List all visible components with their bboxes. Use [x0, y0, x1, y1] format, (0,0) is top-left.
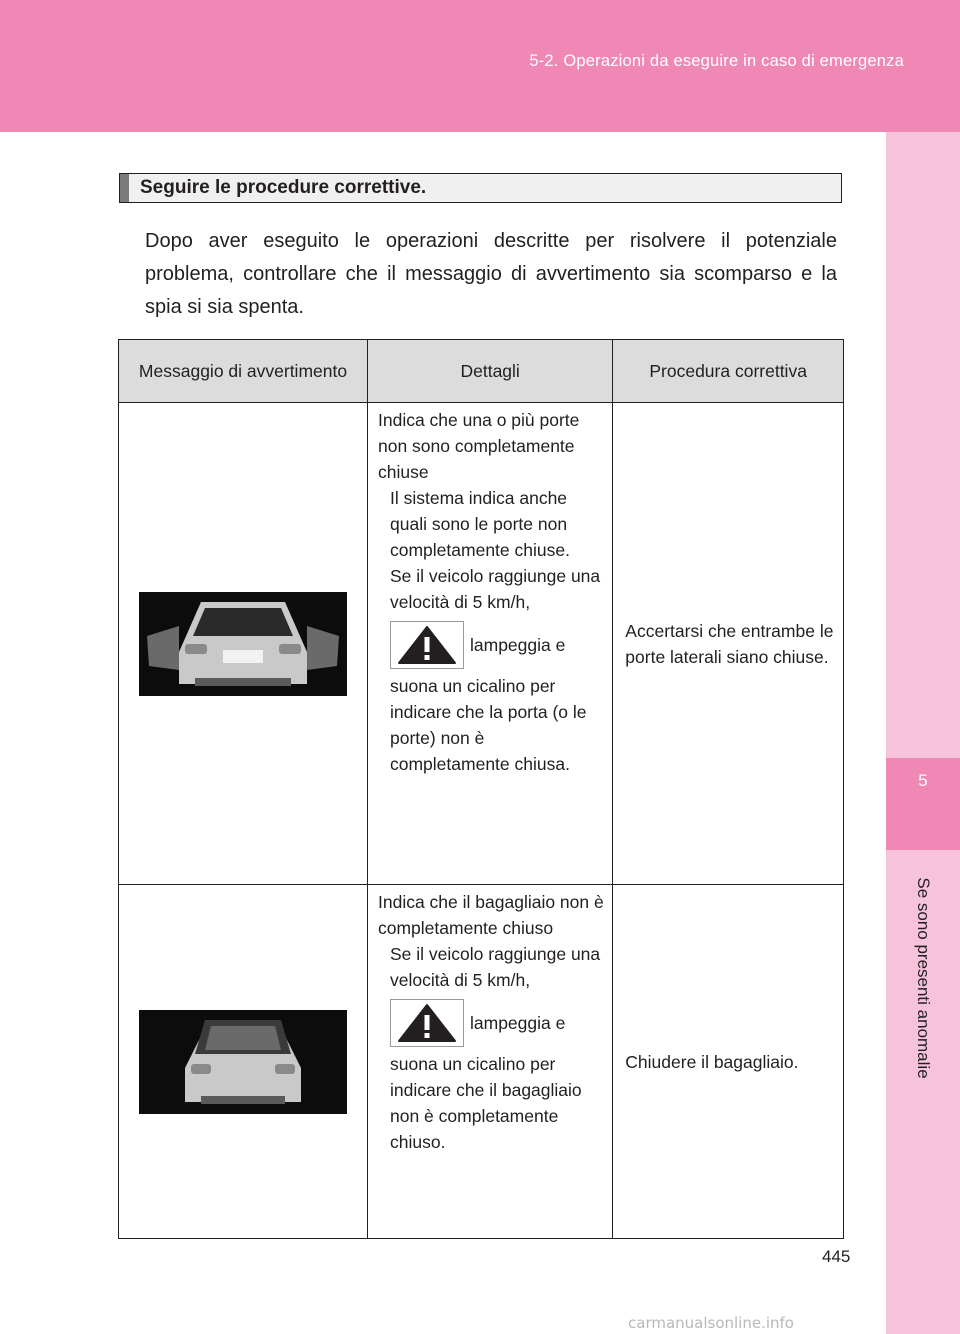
blink-label: lampeggia e [470, 635, 566, 655]
chapter-number: 5 [886, 758, 960, 850]
header-title: 5-2. Operazioni da eseguire in caso di emergenza [529, 52, 904, 70]
procedure-cell: Accertarsi che entrambe le porte laterali siano chiuse. [613, 403, 844, 885]
blink-label: lampeggia e [470, 1013, 566, 1033]
warning-icon-line [390, 621, 606, 669]
message-cell [119, 885, 368, 1239]
header-procedure: Procedura correttiva [613, 340, 844, 403]
car-doors-open-display-icon [139, 592, 347, 696]
intro-paragraph: Dopo aver eseguito le operazioni descritte per risolvere il potenziale problema, controllare che il messaggio di avvertimento sia scomparso e la spia si sia spenta. [145, 230, 837, 318]
details-cell [368, 885, 613, 1239]
table-row [119, 403, 844, 885]
details-after: suona un cicalino per indicare che la porta (o le porte) non è completamente chiusa. [390, 676, 587, 774]
heading-bar [120, 174, 129, 202]
warning-icon-line [390, 999, 606, 1047]
details-after: suona un cicalino per indicare che il bagagliaio non è completamente chiuso. [390, 1054, 582, 1152]
warning-triangle-icon [390, 621, 464, 669]
header-details: Dettagli [368, 340, 613, 403]
warning-triangle-icon [390, 999, 464, 1047]
section-heading [119, 173, 842, 203]
details-speed: Se il veicolo raggiunge una velocità di 5 km/h, [390, 944, 601, 990]
header-message: Messaggio di avvertimento [119, 340, 368, 403]
side-tab [886, 132, 960, 1334]
details-sub: Il sistema indica anche quali sono le porte non completamente chiuse. [390, 488, 570, 560]
warning-table [118, 339, 844, 1239]
section-heading-text: Seguire le procedure correttive. [140, 177, 427, 198]
table-header-row [119, 340, 844, 403]
message-cell [119, 403, 368, 885]
chapter-title: Se sono presenti anomalie [914, 877, 933, 1079]
page-number: 445 [822, 1247, 851, 1266]
details-main: Indica che una o più porte non sono completamente chiuse [378, 410, 580, 482]
details-speed: Se il veicolo raggiunge una velocità di 5 km/h, [390, 566, 601, 612]
details-cell [368, 403, 613, 885]
procedure-cell: Chiudere il bagagliaio. [613, 885, 844, 1239]
watermark: carmanualsonline.info [628, 1314, 794, 1332]
details-main: Indica che il bagagliaio non è completamente chiuso [378, 892, 604, 938]
car-trunk-open-display-icon [139, 1010, 347, 1114]
table-row [119, 885, 844, 1239]
